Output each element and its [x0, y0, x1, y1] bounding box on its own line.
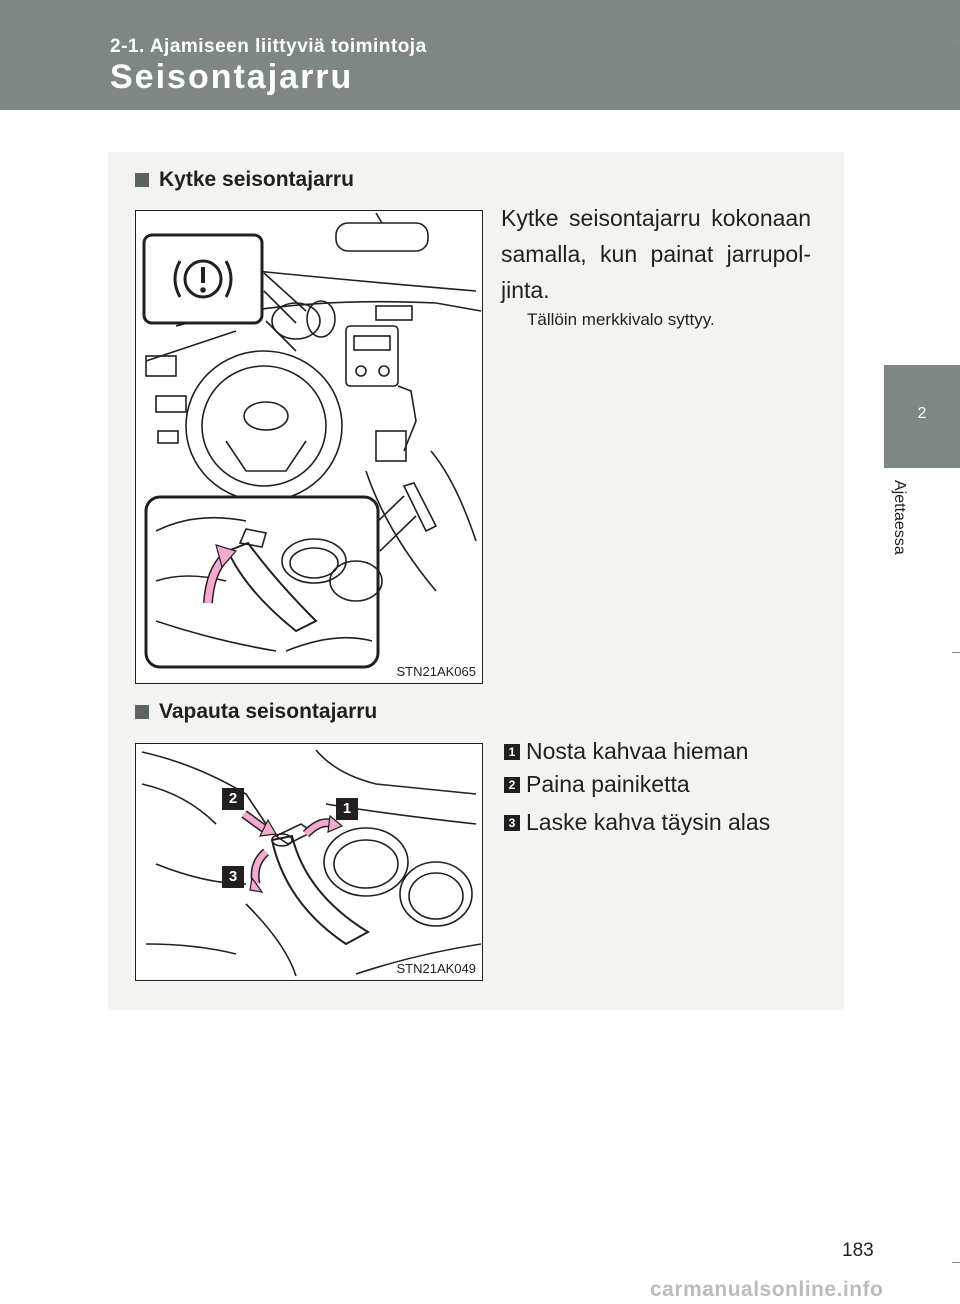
release-step	[504, 809, 770, 836]
release-heading	[135, 700, 377, 724]
crop-mark	[952, 1262, 960, 1263]
chapter-label: Ajettaessa	[891, 480, 908, 555]
step-text: Nosta kahvaa hieman	[526, 738, 749, 764]
square-bullet-icon	[135, 173, 149, 187]
step-number-badge: 2	[504, 777, 520, 793]
header-band	[0, 0, 960, 110]
step-text: Laske kahva täysin alas	[526, 809, 771, 835]
figure-step-badge: 1	[336, 798, 358, 820]
apply-instruction: Kytke seisontajarru kokonaan samalla, kun painat jarrupol-jinta.	[501, 205, 811, 303]
crop-mark	[952, 40, 960, 41]
figure-step-badge: 3	[222, 866, 244, 888]
watermark: carmanualsonline.info	[650, 1278, 884, 1301]
apply-heading-text: Kytke seisontajarru	[159, 168, 354, 191]
apply-note: Tällöin merkkivalo syttyy.	[527, 310, 715, 329]
release-step	[504, 771, 690, 798]
step-number-badge: 1	[504, 744, 520, 760]
apply-illustration	[135, 210, 483, 684]
page-title: Seisontajarru	[110, 58, 354, 96]
release-heading-text: Vapauta seisontajarru	[159, 700, 378, 723]
square-bullet-icon	[135, 705, 149, 719]
apply-heading	[135, 168, 354, 192]
chapter-label-container	[890, 480, 920, 600]
page-number: 183	[842, 1240, 874, 1261]
crop-mark	[952, 652, 960, 653]
release-illustration	[135, 743, 483, 981]
chapter-number: 2	[917, 405, 927, 422]
section-title: 2-1. Ajamiseen liittyviä toimintoja	[110, 36, 427, 57]
figure-code: STN21AK065	[396, 664, 476, 679]
dashboard-drawing	[136, 211, 483, 684]
release-step	[504, 738, 748, 765]
lever-drawing	[136, 744, 483, 981]
figure-step-badge: 2	[222, 788, 244, 810]
figure-code: STN21AK049	[396, 961, 476, 976]
chapter-tab	[884, 365, 960, 468]
step-number-badge: 3	[504, 815, 520, 831]
step-text: Paina painiketta	[526, 771, 690, 797]
